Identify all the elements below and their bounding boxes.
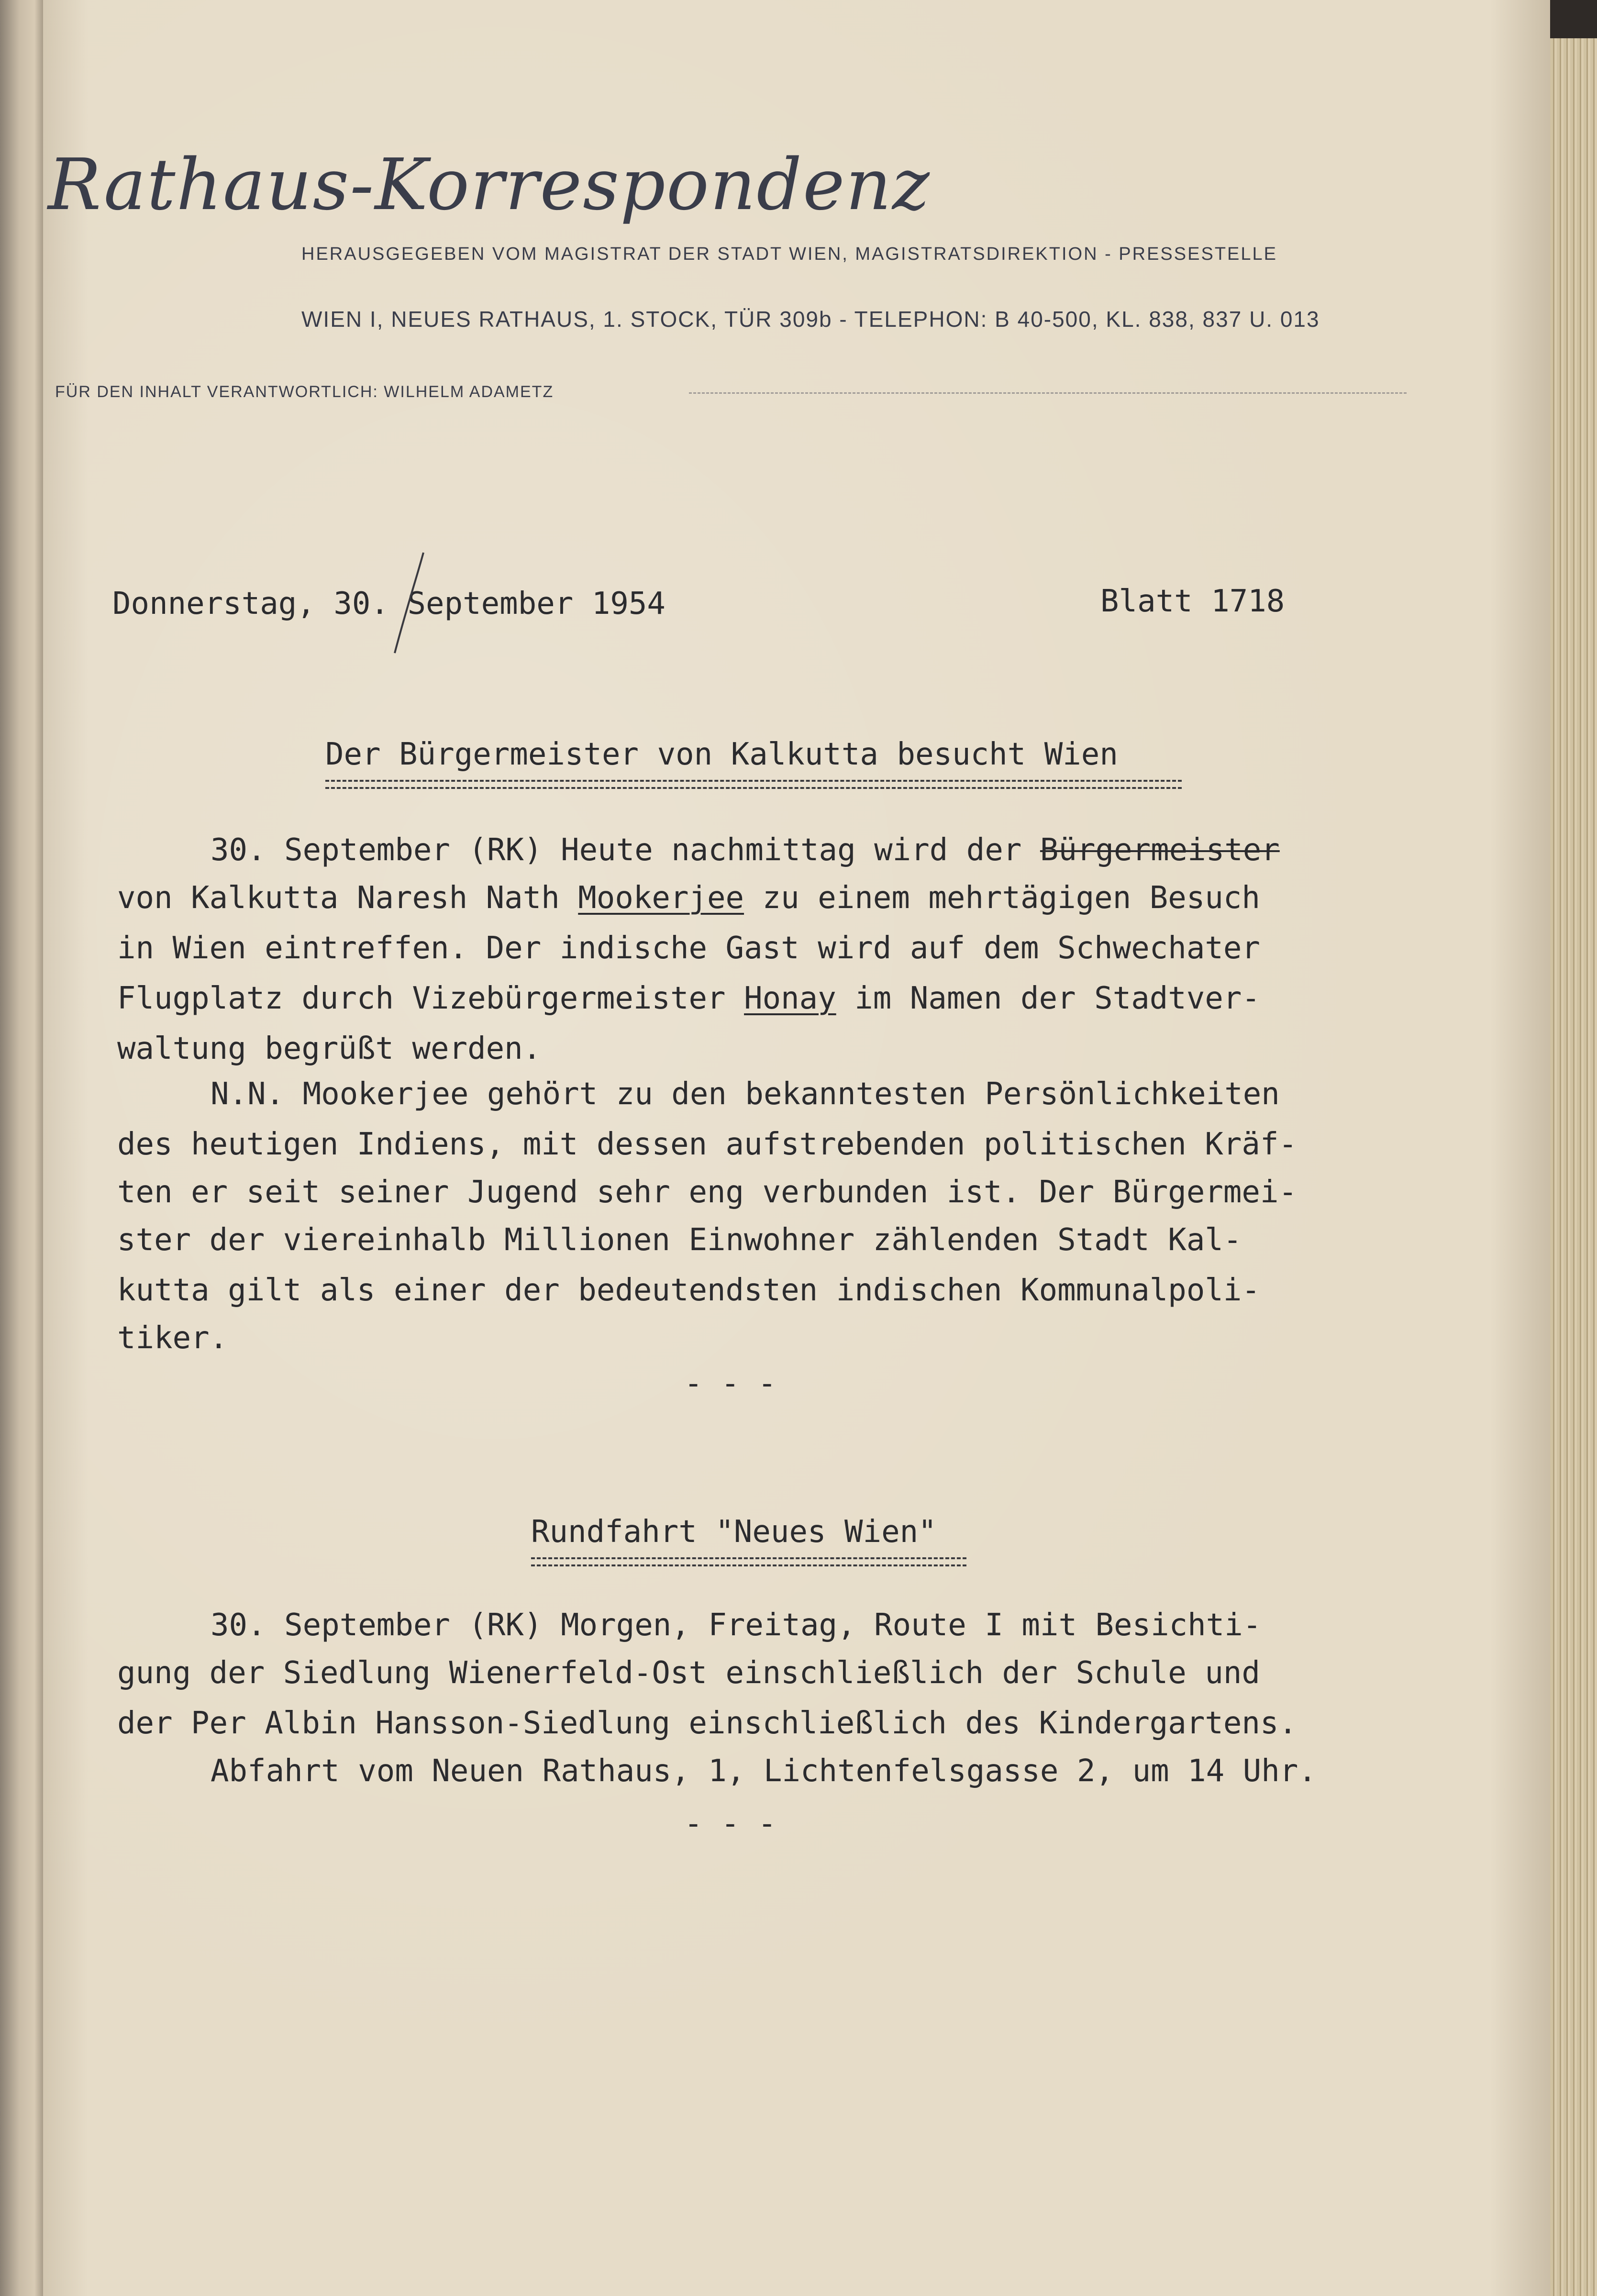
underlined-name: Mookerjee xyxy=(578,880,744,916)
text-fragment: zu einem mehrtägigen Besuch xyxy=(744,880,1260,916)
masthead-address: WIEN I, NEUES RATHAUS, 1. STOCK, TÜR 309b - TELEPHON: B 40-500, KL. 838, 837 U. 013 xyxy=(301,307,1320,332)
article-heading: Rundfahrt "Neues Wien" xyxy=(531,1514,937,1550)
facing-page-edge xyxy=(0,0,43,2296)
text-line: der Per Albin Hansson-Siedlung einschließlich des Kindergartens. xyxy=(117,1706,1297,1741)
text-line: N.N. Mookerjee gehört zu den bekanntesten Persönlichkeiten xyxy=(211,1076,1280,1112)
sheet-number: Blatt 1718 xyxy=(1100,584,1285,619)
underlined-name: Honay xyxy=(744,981,836,1016)
text-line xyxy=(211,832,1280,868)
background-corner xyxy=(1550,0,1597,38)
text-line: gung der Siedlung Wienerfeld-Ost einschließlich der Schule und xyxy=(117,1655,1260,1691)
text-fragment: Flugplatz durch Vizebürgermeister xyxy=(117,981,744,1016)
text-line: Abfahrt vom Neuen Rathaus, 1, Lichtenfelsgasse 2, um 14 Uhr. xyxy=(211,1753,1317,1789)
heading-double-rule xyxy=(531,1564,966,1566)
section-separator: - - - xyxy=(684,1366,776,1401)
heading-double-rule xyxy=(325,780,1182,782)
handwritten-slash-mark xyxy=(378,550,440,655)
text-line: in Wien eintreffen. Der indische Gast wird auf dem Schwechater xyxy=(117,931,1260,966)
text-line: kutta gilt als einer der bedeutendsten indischen Kommunalpoli- xyxy=(117,1273,1260,1308)
text-fragment: von Kalkutta Naresh Nath xyxy=(117,880,578,916)
section-separator: - - - xyxy=(684,1806,776,1841)
stacked-page-edges xyxy=(1550,38,1597,2296)
text-line: ten er seit seiner Jugend sehr eng verbunden ist. Der Bürgermei- xyxy=(117,1175,1297,1210)
text-line: 30. September (RK) Morgen, Freitag, Route I mit Besichti- xyxy=(211,1608,1262,1643)
text-line: waltung begrüßt werden. xyxy=(117,1031,542,1066)
heading-double-rule xyxy=(325,787,1182,789)
text-fragment: im Namen der Stadtver- xyxy=(836,981,1260,1016)
masthead-title: Rathaus-Korrespondenz xyxy=(48,144,931,226)
text-line xyxy=(117,983,1260,1014)
dateline: Donnerstag, 30. September 1954 xyxy=(112,586,665,621)
text-line xyxy=(117,880,1260,916)
text-fragment: 30. September (RK) Heute nachmittag wird der xyxy=(211,832,1040,868)
article-heading: Der Bürgermeister von Kalkutta besucht Wien xyxy=(325,737,1118,772)
struck-word: Bürgermeister xyxy=(1040,832,1280,868)
text-line: des heutigen Indiens, mit dessen aufstrebenden politischen Kräf- xyxy=(117,1127,1297,1162)
text-line: tiker. xyxy=(117,1320,228,1356)
masthead-rule xyxy=(689,392,1407,394)
text-line: ster der viereinhalb Millionen Einwohner zählenden Stadt Kal- xyxy=(117,1222,1242,1258)
masthead-responsible: FÜR DEN INHALT VERANTWORTLICH: WILHELM ADAMETZ xyxy=(55,383,554,401)
heading-double-rule xyxy=(531,1557,966,1559)
masthead-publisher: HERAUSGEGEBEN VOM MAGISTRAT DER STADT WIEN, MAGISTRATSDIREKTION - PRESSESTELLE xyxy=(301,244,1277,264)
